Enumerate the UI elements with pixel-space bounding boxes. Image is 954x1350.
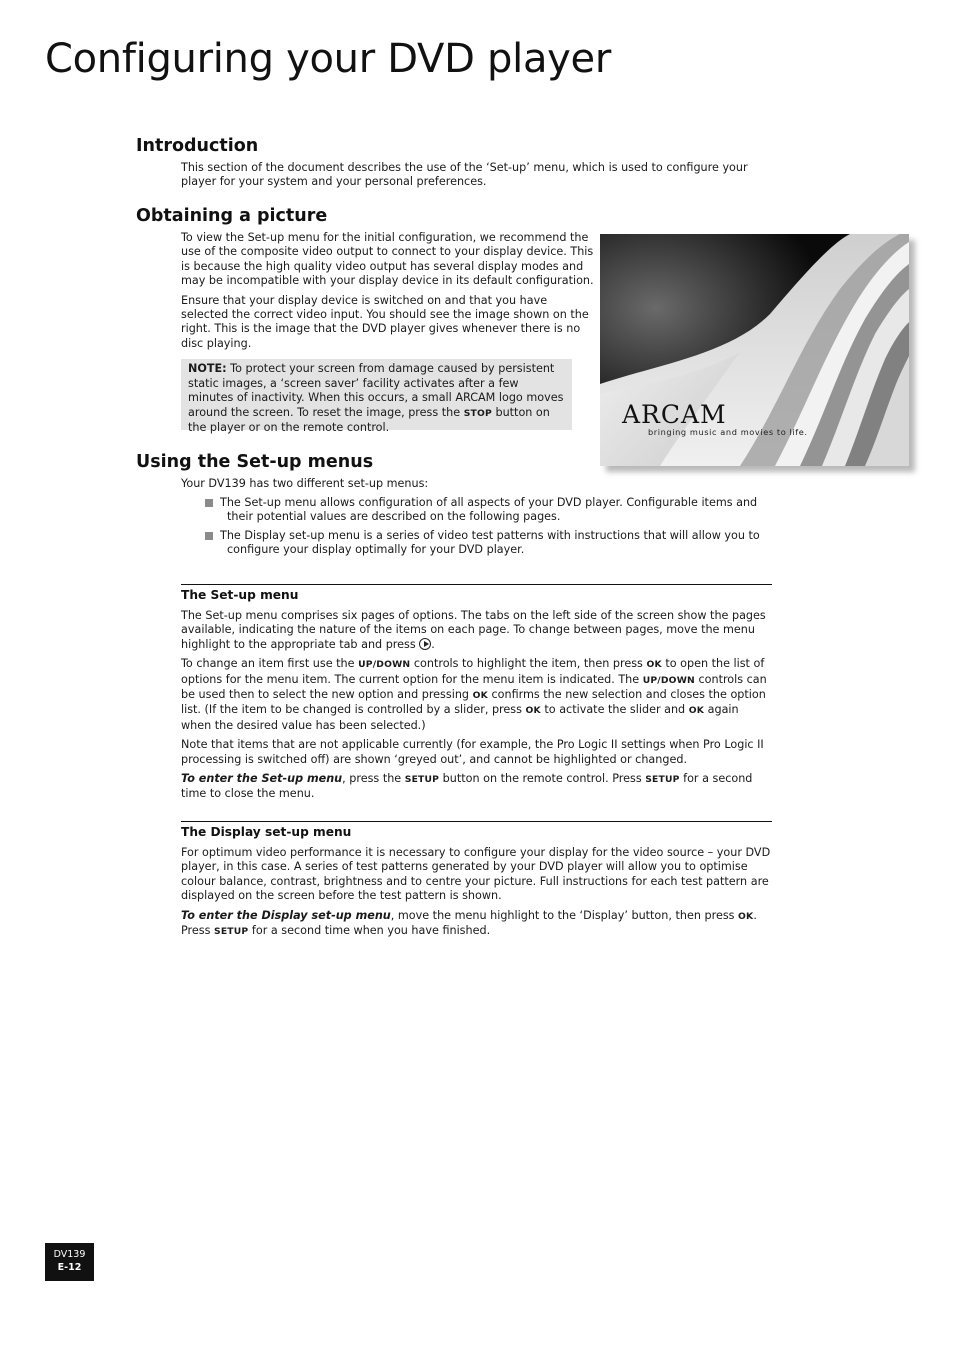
splash-screen-image <box>600 234 909 466</box>
note-text-a: To protect your screen from damage caused by persistent static images, a ‘screen saver’ facility activates after a few minutes of inactivity. When this occurs, a small ARCAM logo moves around the screen. To reset the image, press the <box>188 362 564 419</box>
list-item <box>205 529 765 558</box>
setup-key-label: SETUP <box>404 774 440 786</box>
updown-key-label: UP/DOWN <box>642 674 695 686</box>
setup-menu-paragraph-2 <box>181 657 772 733</box>
setup-menus-list <box>205 496 765 562</box>
bullet-1-line-1: The Set-up menu allows configuration of all aspects of your DVD player. Configurable items and <box>220 496 758 509</box>
introduction-text <box>181 161 761 195</box>
ok-key-label: OK <box>688 705 705 717</box>
setup-menu-paragraph-1 <box>181 609 772 652</box>
using-setup-menus-heading: Using the Set-up menus <box>136 452 374 472</box>
introduction-paragraph: This section of the document describes the use of the ‘Set-up’ menu, which is used to configure your player for your system and your personal preferences. <box>181 161 748 189</box>
p2-text-f: to activate the slider and <box>540 703 689 717</box>
display-menu-paragraph-1: For optimum video performance it is necessary to configure your display for the video source – your DVD player, in this case. A series of test patterns generated by your DVD player will allow you to optimise colour balance, contrast, brightness and to centre your picture. Full instructions for each test pattern are displayed on the screen before the test pattern is shown. <box>181 846 771 903</box>
obtaining-picture-text <box>181 231 595 356</box>
setup-key-label: SETUP <box>214 926 249 938</box>
note-label: NOTE: <box>188 362 227 375</box>
play-right-icon <box>419 638 431 650</box>
bullet-2-line-2: configure your display optimally for your DVD player. <box>227 543 525 557</box>
ok-key-label: OK <box>472 690 488 702</box>
p2-text-b: controls to highlight the item, then press <box>410 657 647 671</box>
ok-key-label: OK <box>646 659 662 671</box>
p4-text-c: for a second time to close the menu. <box>181 772 753 801</box>
section-divider <box>181 821 772 822</box>
using-setup-menus-lead <box>181 477 761 496</box>
p2-text-g: again when the desired value has been selected.) <box>181 703 739 732</box>
using-setup-menus-lead-text: Your DV139 has two different set-up menus: <box>181 477 429 490</box>
list-item <box>205 496 765 525</box>
display-p2-text-a: , move the menu highlight to the ‘Display’ button, then press <box>390 908 739 922</box>
display-p2-text-b: . Press <box>181 908 757 938</box>
setup-menu-text <box>181 609 772 807</box>
model-label: DV139 <box>53 1249 86 1260</box>
updown-key-label: UP/DOWN <box>358 659 411 671</box>
section-divider <box>181 584 772 585</box>
ok-key-label: OK <box>525 705 541 717</box>
p2-text-c: to open the list of options for the menu item. The current option for the menu item is indicated. The <box>181 657 765 686</box>
enter-setup-instruction: To enter the Set-up menu <box>181 772 343 786</box>
setup-key-label: SETUP <box>645 774 680 786</box>
setup-menu-heading: The Set-up menu <box>181 588 299 602</box>
enter-display-instruction: To enter the Display set-up menu <box>181 908 391 922</box>
ok-key-label: OK <box>738 910 754 922</box>
arcam-logo: ARCAM <box>622 400 727 429</box>
setup-menu-paragraph-3: Note that items that are not applicable currently (for example, the Pro Logic II settings when Pro Logic II processing is switched off) are shown ‘greyed out’, and cannot be highlighted or changed. <box>181 738 764 766</box>
page-number: E-12 <box>57 1262 82 1273</box>
setup-menu-paragraph-1-text: The Set-up menu comprises six pages of options. The tabs on the left side of the screen show the pages available, indicating the nature of the items on each page. To change between pages, move the menu highlight to the appropriate tab and press <box>181 609 766 651</box>
p4-text-b: button on the remote control. Press <box>439 772 646 786</box>
setup-menu-paragraph-1-end: . <box>431 637 435 651</box>
display-menu-heading: The Display set-up menu <box>181 825 352 839</box>
page-title: Configuring your DVD player <box>45 36 611 82</box>
p2-text-a: To change an item first use the <box>181 657 359 671</box>
bullet-1-line-2: their potential values are described on the following pages. <box>227 510 561 524</box>
introduction-heading: Introduction <box>136 136 259 156</box>
p4-text-a: , press the <box>342 772 405 786</box>
note-text-b: button on the player or on the remote control. <box>188 405 550 435</box>
setup-menu-paragraph-4 <box>181 772 772 802</box>
arcam-tagline: bringing music and movies to life. <box>648 427 808 437</box>
display-menu-paragraph-2 <box>181 909 772 940</box>
bullet-square-icon <box>205 499 213 507</box>
obtaining-picture-paragraph-1: To view the Set-up menu for the initial configuration, we recommend the use of the composite video output to connect to your display device. This is because the high quality video output has several display modes and may be incompatible with your display device in its default configuration. <box>181 231 594 288</box>
obtaining-picture-heading: Obtaining a picture <box>136 206 328 226</box>
note-box <box>181 359 572 435</box>
stop-key-label: STOP <box>463 407 492 419</box>
p2-text-d: controls can be used then to select the new option and pressing <box>181 672 767 702</box>
display-p2-text-c: for a second time when you have finished. <box>248 924 491 938</box>
p2-text-e: confirms the new selection and closes the option list. (If the item to be changed is controlled by a slider, press <box>181 688 766 717</box>
page-number-tab <box>45 1243 94 1281</box>
display-menu-text <box>181 846 772 944</box>
bullet-2-line-1: The Display set-up menu is a series of video test patterns with instructions that will allow you to <box>220 528 760 542</box>
bullet-square-icon <box>205 532 213 540</box>
obtaining-picture-paragraph-2: Ensure that your display device is switched on and that you have selected the correct video input. You should see the image shown on the right. This is the image that the DVD player gives whenever there is no disc playing. <box>181 293 589 350</box>
